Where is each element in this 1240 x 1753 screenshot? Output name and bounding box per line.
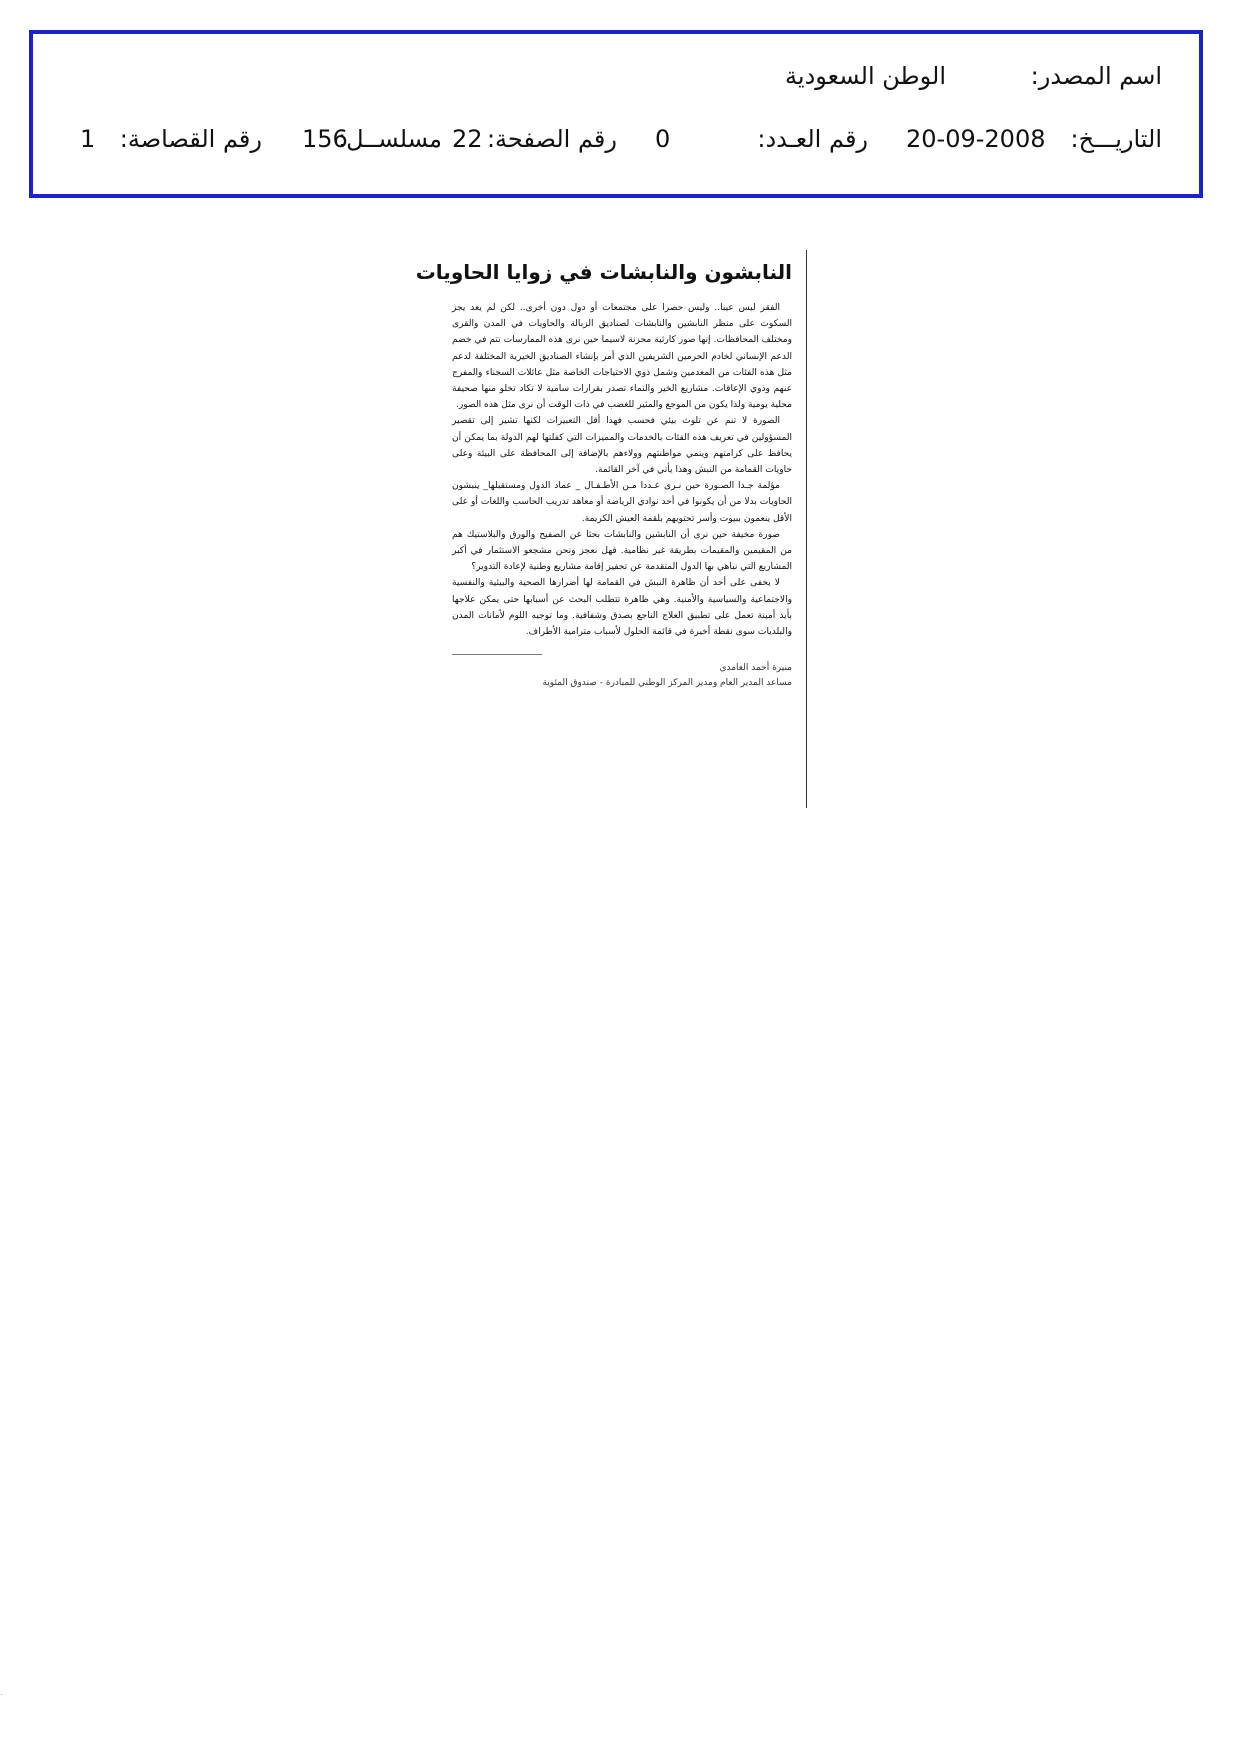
edge-mark: .	[0, 1688, 3, 1697]
page-value: 22	[452, 125, 483, 153]
article-column-rule	[806, 250, 807, 808]
clip-label: رقم القصاصة:	[119, 125, 262, 153]
date-value: 20-09-2008	[906, 125, 1046, 153]
clip-value: 1	[80, 125, 96, 153]
issue-value: 0	[655, 125, 671, 153]
article-paragraph: صورة مخيفة حين نرى أن النابشين والنابشات بحثا عن الصفيح والورق والبلاستيك هم من المقيمين والمقيمات بطريقة غير نظامية. فهل نعجز ونحن مشجعو الاستثمار في أكبر المشاريع التي نباهي بها الدول المتقدمة عن تحفيز إقامة مشاريع وطنية لإعادة التدوير؟	[452, 529, 792, 573]
issue-label: رقم العـدد:	[757, 125, 868, 153]
serial-value: 156	[302, 125, 348, 153]
author-name: منيرة أحمد الغامدي	[719, 663, 792, 674]
article-body	[452, 300, 792, 640]
article	[415, 250, 792, 691]
article-paragraph: لا يخفى على أحد أن ظاهرة النبش في القمامة لها أضرارها الصحية والبيئية والنفسية والاجتماعية والسياسية والأمنية. وهي ظاهرة تتطلب البحث عن أسبابها حتى يمكن علاجها بأيد أمينة تعمل على تطبيق العلاج الناجع بصدق وشفافية. وما توجيه اللوم لأمانات المدن والبلديات سوى نقطة أخيرة في قائمة الحلول لأسباب مترامية الأطراف.	[452, 578, 792, 638]
header-box	[29, 30, 1203, 198]
article-paragraph: الفقر ليس عيبا.. وليس حصرا على مجتمعات أو دول دون أخرى.. لكن لم يعد يجز السكوت على منظر النابشين والنابشات لصناديق الزبالة والحاويات في المدن والقرى ومختلف المحافظات. إنها صور كارثية محزنة لاسيما حين نرى هذه الممارسات تتم في خضم الدعم الإنساني لخادم الحرمين الشريفين الذي أمر بإنشاء الصناديق الخيرية المختلفة لدعم مثل هذه الفئات من المعدمين وشمل ذوي الاحتياجات الخاصة مثل عائلات السجناء والمفرج عنهم وذوي الإعاقات. مشاريع الخير والنماء تصدر بقرارات سامية لا تكاد تخلو منها صحيفة محلية يومية ولذا يكون من الموجع والمثير للغضب في ذات الوقت أن نرى مثل هذه الصور.	[452, 303, 792, 411]
article-title: النابشون والنابشات في زوايا الحاويات	[415, 260, 792, 284]
author-role: مساعد المدير العام ومدير المركز الوطني للمبادرة - صندوق المئوية	[542, 678, 792, 689]
article-paragraph: الصورة لا تنم عن تلوث بيئي فحسب فهذا أقل التعبيرات لكنها تشير إلى تقصير المسؤولين في تعريف هذه الفئات بالخدمات والمميزات التي كفلتها لهم الدولة بما يمكن أن يحافظ على كرامتهم وينمي مواطنتهم وولاءهم بالإضافة إلى المحافظة على البيئة وعلى حاويات القمامة من النبش وهذا يأتي في آخر القائمة.	[452, 416, 792, 476]
signature-divider	[452, 654, 542, 655]
serial-label: مسلســل:	[338, 125, 442, 153]
article-paragraph: مؤلمة جـدا الصـورة حين نـرى عـددا مـن الأطـفـال _ عماد الدول ومستقبلها_ ينبشون الحاويات بدلا من أن يكونوا في أحد نوادي الرياضة أو معاهد تدريب الحاسب واللغات أو على الأقل ينعمون ببيوت وأسر تحتويهم بلقمة العيش الكريمة.	[452, 481, 792, 524]
page-label: رقم الصفحة:	[486, 125, 617, 153]
source-label: اسم المصدر:	[1030, 62, 1162, 90]
date-label: التاريـــخ:	[1070, 125, 1162, 153]
source-value: الوطن السعودية	[785, 62, 946, 90]
